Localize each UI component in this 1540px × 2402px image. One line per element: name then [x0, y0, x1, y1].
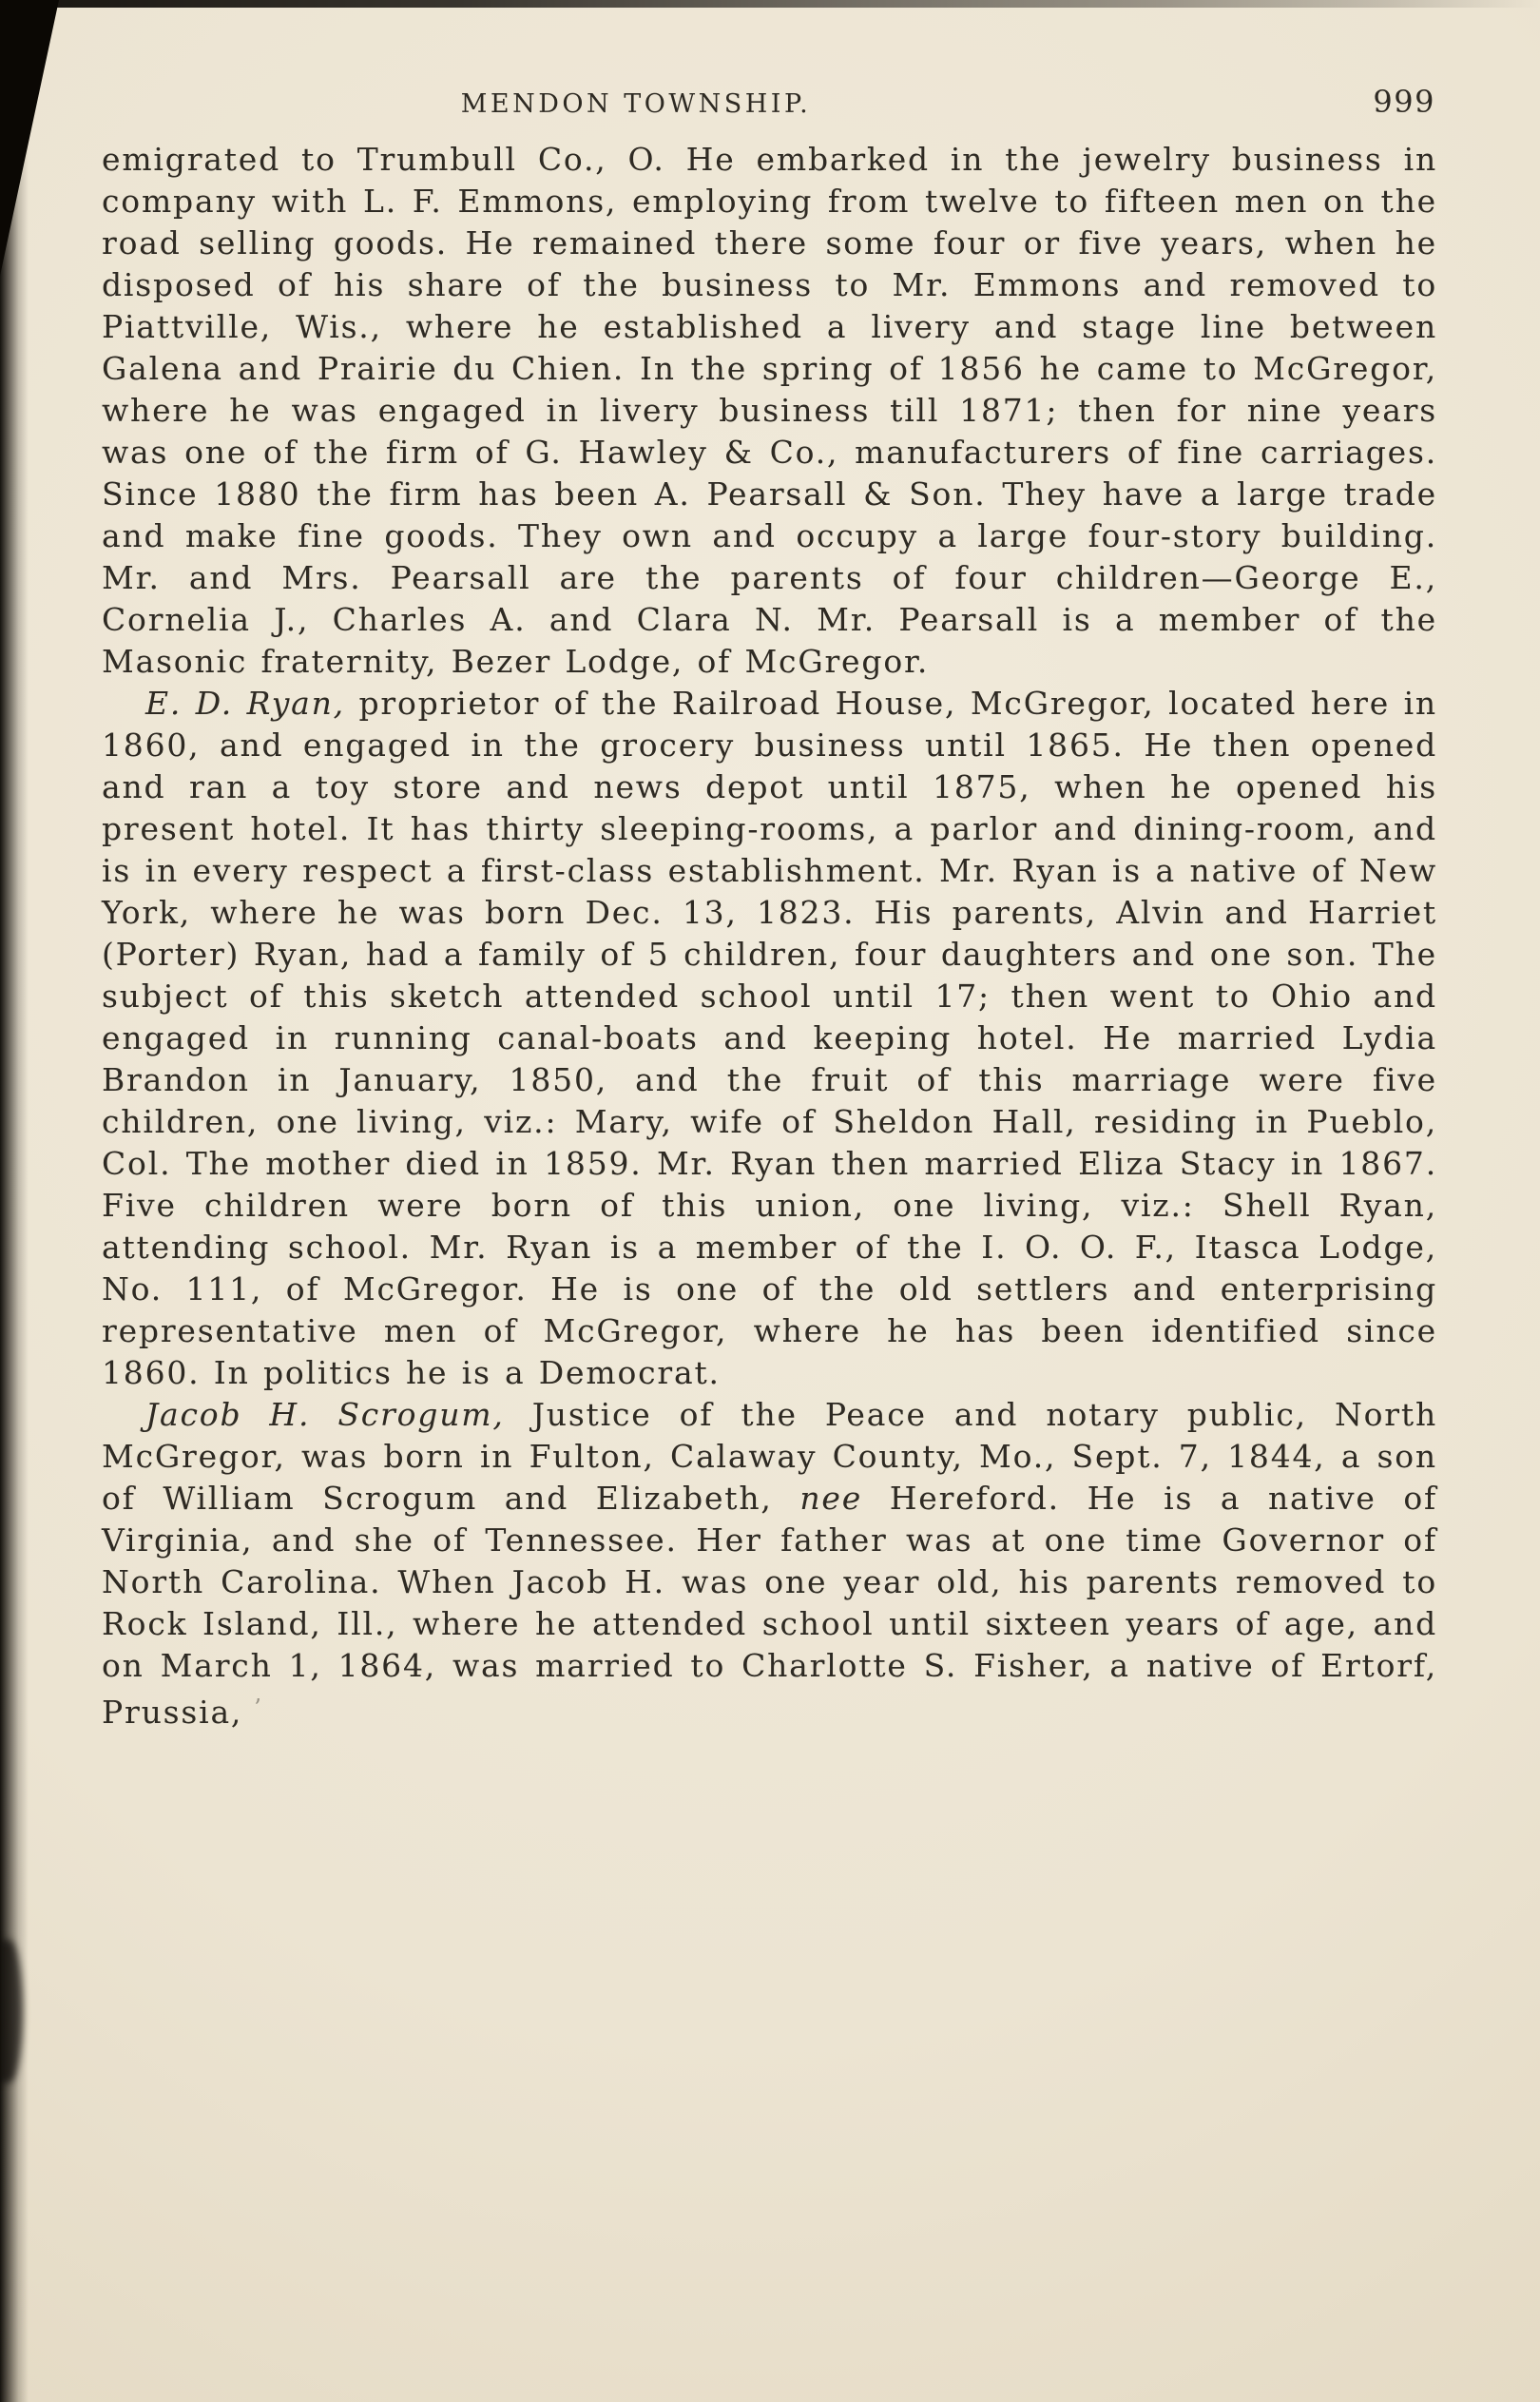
- page-body: [102, 139, 1437, 1734]
- paragraph: [102, 139, 1437, 683]
- italic-text: Jacob H. Scrogum,: [145, 1396, 505, 1433]
- text-segment: proprietor of the Railroad House, McGregor, located here in 1860, and engaged in the grocery business until 1865. He then opened and ran a toy store and news depot until 1875, when he opened his present hotel. It has thirty sleeping-rooms, a parlor and dining-room, and is in every respect a first-class establishment. Mr. Ryan is a native of New York, where he was born Dec. 13, 1823. His parents, Alvin and Harriet (Porter) Ryan, had a family of 5 children, four daughters and one son. The subject of this sketch attended school until 17; then went to Ohio and engaged in running canal-boats and keeping hotel. He married Lydia Brandon in January, 1850, and the fruit of this marriage were five children, one living, viz.: Mary, wife of Sheldon Hall, residing in Pueblo, Col. The mother died in 1859. Mr. Ryan then married Eliza Stacy in 1867. Five children were born of this union, one living, viz.: Shell Ryan, attending school. Mr. Ryan is a member of the I. O. O. F., Itasca Lodge, No. 111, of McGregor. He is one of the old settlers and enterprising representative men of McGregor, where he has been identified since 1860. In politics he is a Democrat.: [102, 685, 1437, 1391]
- paragraph: [102, 1394, 1437, 1734]
- text-segment: Hereford. He is a native of Virginia, and she of Tennessee. Her father was at one time Governor of North Carolina. When Jacob H. was one year old, his parents removed to Rock Island, Ill., where he attended school until sixteen years of age, and on March 1, 1864, was married to Charlotte S. Fisher, a native of Ertorf, Prussia,: [102, 1480, 1438, 1731]
- running-header: [102, 84, 1437, 127]
- italic-text: E. D. Ryan,: [145, 685, 345, 722]
- text-segment: emigrated to Trumbull Co., O. He embarked in the jewelry business in company with L. F. Emmons, employing from twelve to fifteen men on the road selling goods. He remained there some four or five years, when he disposed of his share of the business to Mr. Emmons and removed to Piattville, Wis., where he established a livery and stage line between Galena and Prairie du Chien. In the spring of 1856 he came to McGregor, where he was engaged in livery business till 1871; then for nine years was one of the firm of G. Hawley & Co., manufacturers of fine carriages. Since 1880 the firm has been A. Pearsall & Son. They have a large trade and make fine goods. They own and occupy a large four-story building. Mr. and Mrs. Pearsall are the parents of four children—George E., Cornelia J., Charles A. and Clara N. Mr. Pearsall is a member of the Masonic fraternity, Bezer Lodge, of McGregor.: [102, 141, 1437, 680]
- running-title: MENDON TOWNSHIP.: [460, 89, 812, 119]
- page-number: 999: [1373, 84, 1435, 120]
- text-segment: Justice of the Peace and notary public, North McGregor, was born in Fulton, Calaway County, Mo., Sept. 7, 1844, a son of William Scrogum and Elizabeth,: [102, 1396, 1437, 1517]
- paragraph: [102, 683, 1437, 1394]
- italic-text: nee: [799, 1480, 863, 1517]
